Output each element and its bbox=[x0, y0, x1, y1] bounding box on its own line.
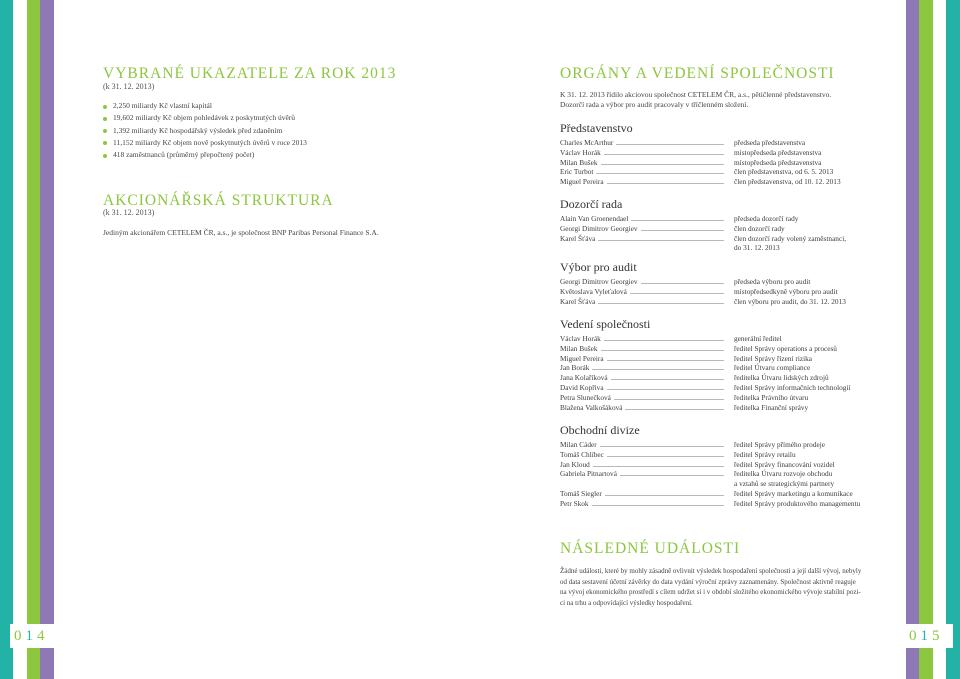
list-item bbox=[560, 297, 856, 307]
people-list bbox=[560, 440, 861, 509]
person-role: ředitel Správy marketingu a komunikace bbox=[734, 488, 853, 498]
right-stripe-green bbox=[919, 0, 933, 679]
person-name: Charles McArthur bbox=[560, 138, 616, 148]
people-list bbox=[560, 214, 856, 253]
list-item bbox=[560, 287, 856, 297]
list-item bbox=[560, 177, 856, 187]
list-item bbox=[560, 489, 856, 499]
left-stripe-gap bbox=[13, 0, 27, 679]
list-item bbox=[560, 440, 856, 450]
person-role: člen dozorčí rady volený zaměstnanci, bbox=[734, 233, 847, 243]
list-item bbox=[560, 403, 856, 413]
section-heading: Výbor pro audit bbox=[560, 260, 637, 274]
person-role: člen představenstva, od 10. 12. 2013 bbox=[734, 177, 841, 187]
bodies-intro-2: Dozorčí rada a výbor pro audit pracovaly v tříčlenném složení. bbox=[560, 100, 749, 109]
person-name: Miguel Pereira bbox=[560, 177, 607, 187]
person-role: generální ředitel bbox=[734, 334, 782, 343]
section-heading: Vedení společnosti bbox=[560, 317, 651, 331]
page-number-left: 014 bbox=[10, 624, 60, 648]
list-item bbox=[560, 393, 856, 403]
list-item bbox=[560, 243, 856, 253]
bodies-intro-1: K 31. 12. 2013 řídilo akciovou společnost CETELEM ČR, a.s., pětičlenné představenstvo. bbox=[560, 90, 832, 99]
people-list bbox=[560, 334, 856, 412]
list-item bbox=[560, 167, 856, 177]
person-name: Václav Horák bbox=[560, 148, 604, 158]
list-item bbox=[560, 363, 856, 373]
person-role: ředitelka Útvaru lidských zdrojů bbox=[734, 373, 829, 383]
person-role: místopředsedkyně výboru pro audit bbox=[734, 286, 838, 296]
person-name: Blažena Valkošáková bbox=[560, 403, 625, 413]
right-stripe-teal bbox=[946, 0, 960, 679]
list-item bbox=[560, 148, 856, 158]
person-role: ředitel Správy retailu bbox=[734, 449, 796, 459]
list-item: 1,392 miliardy Kč hospodářský výsledek před zdaněním bbox=[103, 125, 307, 137]
person-role: místopředseda představenstva bbox=[734, 157, 822, 167]
person-name: Tomáš Siegler bbox=[560, 489, 605, 499]
list-item bbox=[560, 138, 856, 148]
events-line: Žádné události, které by mohly zásadně ovlivnit výsledek hospodaření společnosti a její další vývoj, nebyly bbox=[560, 567, 862, 575]
list-item bbox=[560, 344, 856, 354]
section-heading: Obchodní divize bbox=[560, 423, 640, 437]
list-item bbox=[560, 479, 856, 489]
person-name: Václav Horák bbox=[560, 334, 604, 344]
events-title: NÁSLEDNÉ UDÁLOSTI bbox=[560, 540, 741, 557]
events-text bbox=[560, 566, 861, 608]
person-role: ředitel Správy informačních technologií bbox=[734, 382, 851, 392]
person-name: David Kopřiva bbox=[560, 383, 607, 393]
person-name: Tomáš Chlíbec bbox=[560, 450, 607, 460]
person-name: Milan Bušek bbox=[560, 344, 601, 354]
person-name: Georgi Dimitrov Georgiev bbox=[560, 277, 641, 287]
people-list bbox=[560, 277, 856, 306]
list-item bbox=[560, 334, 856, 344]
person-role: předseda dozorčí rady bbox=[734, 214, 799, 223]
list-item bbox=[560, 277, 856, 287]
bodies-title: ORGÁNY A VEDENÍ SPOLEČNOSTI bbox=[560, 65, 835, 82]
list-item bbox=[560, 234, 856, 244]
list-item bbox=[560, 450, 856, 460]
person-name: Karel Šťáva bbox=[560, 234, 598, 244]
person-name: Milan Bušek bbox=[560, 158, 601, 168]
section-heading: Dozorčí rada bbox=[560, 197, 623, 211]
list-item: 2,250 miliardy Kč vlastní kapitál bbox=[103, 100, 307, 112]
indicators-subtitle: (k 31. 12. 2013) bbox=[103, 82, 155, 91]
list-item: 19,602 miliardy Kč objem pohledávek z poskytnutých úvěrů bbox=[103, 112, 307, 124]
list-item: 418 zaměstnanců (průměrný přepočtený počet) bbox=[103, 149, 307, 161]
person-role: ředitel Správy produktového managementu bbox=[734, 498, 861, 508]
person-role: a vztahů se strategickými partnery bbox=[734, 479, 835, 489]
person-role: ředitel Správy operations a procesů bbox=[734, 343, 837, 353]
person-role: ředitelka Právního útvaru bbox=[734, 392, 809, 402]
list-item bbox=[560, 498, 861, 509]
person-name: Alain Van Groenendael bbox=[560, 214, 631, 224]
left-stripe-purple bbox=[40, 0, 54, 679]
person-name: Eric Turbot bbox=[560, 167, 596, 177]
people-list bbox=[560, 138, 856, 187]
person-role: ředitel Správy financování vozidel bbox=[734, 459, 835, 469]
person-role: člen dozorčí rady bbox=[734, 223, 785, 233]
person-role: ředitelka Útvaru rozvoje obchodu bbox=[734, 469, 833, 479]
list-item bbox=[560, 214, 856, 224]
person-role: člen představenstva, od 6. 5. 2013 bbox=[734, 167, 834, 177]
person-role: místopředseda představenstva bbox=[734, 147, 822, 157]
person-role: do 31. 12. 2013 bbox=[734, 243, 780, 253]
list-item bbox=[560, 158, 856, 168]
right-stripe-gap bbox=[933, 0, 946, 679]
person-role: ředitel Správy přímého prodeje bbox=[734, 440, 825, 449]
left-stripe-green bbox=[27, 0, 40, 679]
list-item bbox=[560, 354, 856, 364]
shareholder-subtitle: (k 31. 12. 2013) bbox=[103, 208, 155, 217]
page-number-right: 015 bbox=[905, 624, 953, 648]
indicators-title: VYBRANÉ UKAZATELE ZA ROK 2013 bbox=[103, 65, 397, 82]
list-item: 11,152 miliardy Kč objem nově poskytnutých úvěrů v roce 2013 bbox=[103, 137, 307, 149]
person-name: Petr Skok bbox=[560, 499, 592, 509]
person-name: Jana Kolaříková bbox=[560, 373, 611, 383]
person-role: ředitel Útvaru compliance bbox=[734, 363, 811, 373]
person-name: Jan Kloud bbox=[560, 460, 593, 470]
events-line: ci na trhu a odpovídající výsledky hospodaření. bbox=[560, 598, 693, 607]
shareholder-title: AKCIONÁŘSKÁ STRUKTURA bbox=[103, 192, 334, 209]
list-item bbox=[560, 460, 856, 470]
events-line: na vývoj ekonomického prostředí s cílem udržet si i v období složitého ekonomického vývoje stabilní pozi- bbox=[560, 588, 861, 596]
person-name: Gabriela Pitnartová bbox=[560, 469, 620, 479]
list-item bbox=[560, 224, 856, 234]
person-role: předseda představenstva bbox=[734, 138, 806, 147]
events-line: od data sestavení účetní závěrky do data vydání výroční zprávy zaznamenány. Společnost aktivně reaguje bbox=[560, 577, 856, 586]
person-name: Květoslava Vyleťalová bbox=[560, 287, 630, 297]
person-name: Milan Cáder bbox=[560, 440, 600, 450]
person-role: ředitel Správy řízení rizika bbox=[734, 353, 813, 363]
person-name: Karel Šťáva bbox=[560, 297, 598, 307]
shareholder-text: Jediným akcionářem CETELEM ČR, a.s., je společnost BNP Paribas Personal Finance S.A. bbox=[103, 228, 379, 237]
person-role: ředitelka Finanční správy bbox=[734, 402, 809, 412]
right-stripe-purple bbox=[906, 0, 919, 679]
indicators-list bbox=[103, 100, 307, 161]
left-stripe-teal bbox=[0, 0, 13, 679]
list-item bbox=[560, 383, 856, 393]
person-name: Georgi Dimitrov Georgiev bbox=[560, 224, 641, 234]
list-item bbox=[560, 469, 856, 479]
section-heading: Představenstvo bbox=[560, 121, 633, 135]
person-role: předseda výboru pro audit bbox=[734, 277, 811, 286]
list-item bbox=[560, 373, 856, 383]
person-name: Petra Slunečková bbox=[560, 393, 614, 403]
person-name: Jan Borák bbox=[560, 363, 592, 373]
person-name: Miguel Pereira bbox=[560, 354, 607, 364]
person-role: člen výboru pro audit, do 31. 12. 2013 bbox=[734, 296, 846, 306]
